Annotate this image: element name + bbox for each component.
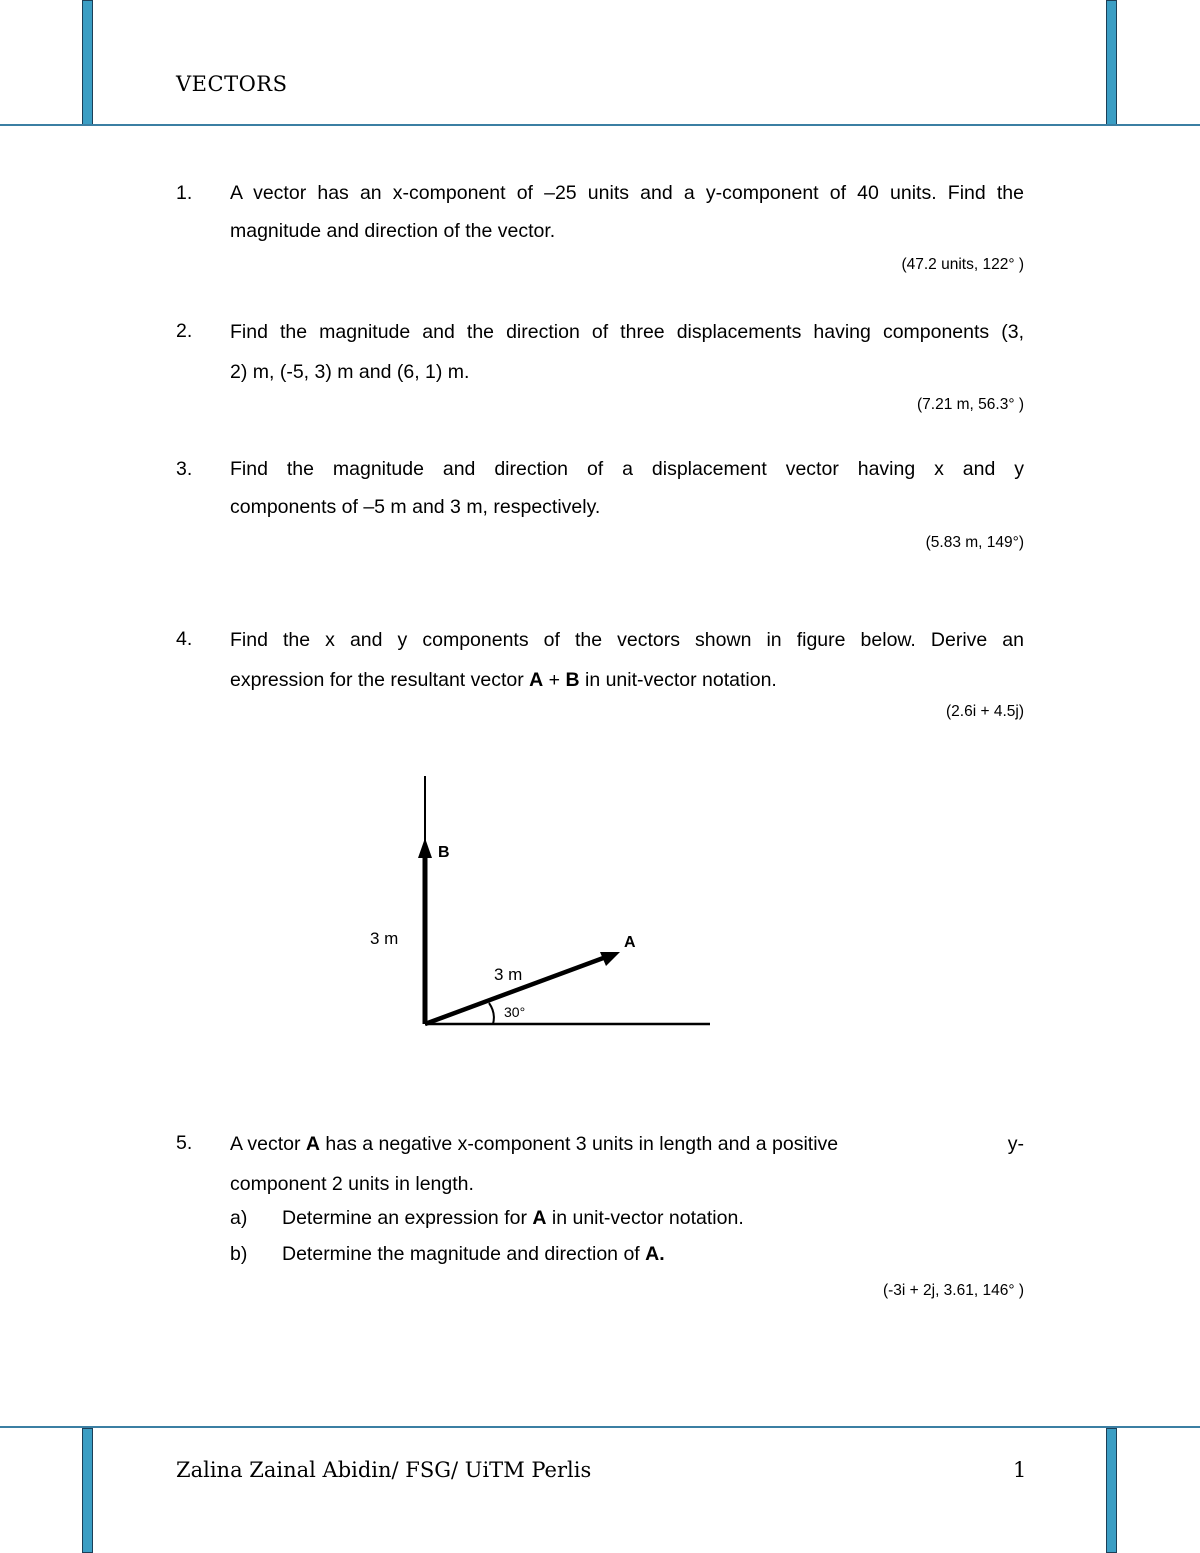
question-number: 1. — [176, 182, 193, 204]
vector-b-arrowhead — [418, 838, 432, 858]
vector-b-symbol: B — [565, 669, 580, 691]
question-5-part-a — [230, 1207, 744, 1230]
question-number: 3. — [176, 458, 193, 480]
answer-3: (5.83 m, 149°) — [925, 534, 1024, 551]
vector-a-symbol: A — [529, 669, 544, 691]
part-label: a) — [230, 1207, 248, 1229]
header-bar-left — [82, 0, 93, 126]
vector-a-length: 3 m — [494, 965, 523, 984]
question-line: component 2 units in length. — [230, 1173, 474, 1195]
question-line: 2) m, (-5, 3) m and (6, 1) m. — [230, 361, 470, 383]
vector-a-arrowhead — [600, 952, 620, 966]
footer-bar-right — [1106, 1428, 1117, 1553]
vector-a-symbol: A — [532, 1207, 547, 1229]
page-number: 1 — [1013, 1458, 1027, 1482]
angle-arc — [489, 1003, 494, 1024]
vector-b-length: 3 m — [370, 929, 399, 948]
question-number: 5. — [176, 1132, 193, 1154]
vector-a-symbol: A — [305, 1133, 320, 1155]
question-text — [230, 1124, 1024, 1204]
text-segment: y- — [1007, 1133, 1024, 1155]
page-title: VECTORS — [176, 72, 288, 96]
question-line: Find the magnitude and the direction of three displacements having components (3, — [230, 321, 1024, 343]
answer-5: (-3i + 2j, 3.61, 146° ) — [882, 1282, 1024, 1299]
text-segment: in unit-vector notation. — [579, 669, 777, 691]
question-line: components of –5 m and 3 m, respectively. — [230, 496, 601, 518]
text-segment: Determine the magnitude and direction of — [282, 1243, 646, 1265]
answer-2: (7.21 m, 56.3° ) — [917, 396, 1024, 413]
question-line: Find the x and y components of the vectors shown in figure below. Derive an — [230, 629, 1024, 651]
question-text — [230, 174, 1024, 250]
question-text — [230, 312, 1024, 392]
footer-bar-left — [82, 1428, 93, 1553]
question-number: 2. — [176, 320, 193, 342]
question-line — [230, 1124, 1024, 1164]
vector-a-symbol: A. — [645, 1243, 665, 1265]
question-line: A vector has an x-component of –25 units and a y-component of 40 units. Find the — [230, 182, 1024, 204]
text-segment: has a negative x-component 3 units in length and a positive — [319, 1133, 839, 1155]
question-line — [230, 660, 1024, 700]
header-rule — [0, 124, 1200, 126]
text-segment: A vector — [230, 1133, 306, 1155]
question-line: Find the magnitude and direction of a displacement vector having x and y — [230, 458, 1024, 480]
question-text — [230, 620, 1024, 700]
angle-label: 30° — [504, 1004, 526, 1020]
text-segment: expression for the resultant vector — [230, 669, 530, 691]
header-bar-right — [1106, 0, 1117, 126]
answer-4: (2.6i + 4.5j) — [946, 703, 1024, 720]
part-label: b) — [230, 1243, 248, 1265]
text-segment: Determine an expression for — [282, 1207, 533, 1229]
vector-b-label: B — [438, 844, 450, 861]
text-segment: in unit-vector notation. — [546, 1207, 744, 1229]
question-line: magnitude and direction of the vector. — [230, 220, 556, 242]
question-5-part-b — [230, 1243, 665, 1266]
question-number: 4. — [176, 628, 193, 650]
vector-figure — [350, 770, 730, 1040]
question-text — [230, 450, 1024, 526]
text-segment: + — [543, 669, 566, 691]
footer-author: Zalina Zainal Abidin/ FSG/ UiTM Perlis — [176, 1458, 592, 1482]
answer-1: (47.2 units, 122° ) — [901, 256, 1024, 273]
vector-a-label: A — [624, 934, 636, 951]
footer-rule — [0, 1426, 1200, 1428]
